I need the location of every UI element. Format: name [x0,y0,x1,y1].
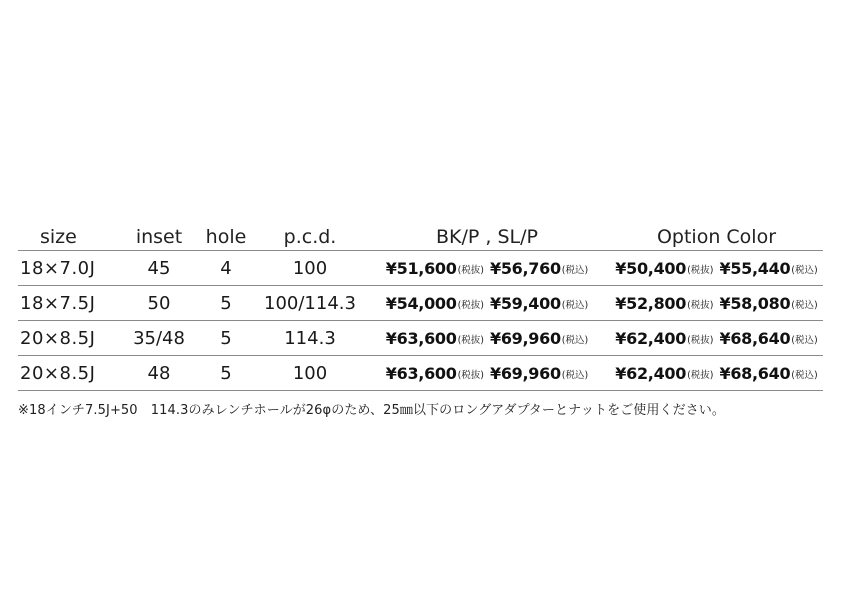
price-excl-tax: ¥52,800 [615,293,687,313]
cell-option-prices [610,286,823,320]
price-excl-tax: ¥54,000 [385,293,457,313]
price-excl-tax: ¥62,400 [615,328,687,348]
tax-incl-label: (税込) [561,335,589,346]
price-incl-tax: ¥68,640 [719,328,791,348]
tax-incl-label: (税込) [561,370,589,381]
cell-hole: 5 [220,327,232,349]
price-excl-tax: ¥63,600 [385,328,457,348]
header-inset: inset [135,226,183,248]
cell-option-prices [610,251,823,285]
tax-incl-label: (税込) [791,265,818,276]
tax-excl-label: (税抜) [687,300,714,311]
tax-excl-label: (税抜) [687,370,714,381]
header-size: size [40,226,77,248]
cell-pcd: 100 [292,362,328,384]
header-pcd: p.c.d. [283,226,337,248]
cell-pcd: 114.3 [284,327,336,349]
cell-inset: 35/48 [133,327,185,349]
price-incl-tax: ¥68,640 [719,363,791,383]
tax-incl-label: (税込) [791,300,818,311]
tax-incl-label: (税込) [791,370,818,381]
tax-excl-label: (税抜) [687,265,714,276]
cell-bk-prices [370,286,604,320]
header-bk-sl: BK/P , SL/P [436,226,538,248]
table-row [18,251,823,286]
cell-bk-prices [370,321,604,355]
cell-pcd: 100 [292,257,328,279]
cell-inset: 48 [147,362,171,384]
wheel-spec-table [18,224,823,391]
cell-hole: 5 [220,362,232,384]
cell-option-prices [610,356,823,390]
cell-size: 20×8.5J [20,362,96,384]
tax-incl-label: (税込) [561,265,589,276]
cell-option-prices [610,321,823,355]
cell-pcd: 100/114.3 [264,292,356,314]
table-row [18,321,823,356]
price-excl-tax: ¥63,600 [385,363,457,383]
tax-excl-label: (税抜) [687,335,714,346]
price-excl-tax: ¥50,400 [615,258,687,278]
cell-size: 18×7.0J [20,257,96,279]
tax-excl-label: (税抜) [457,370,484,381]
price-incl-tax: ¥55,440 [719,258,791,278]
cell-hole: 4 [220,257,232,279]
table-header-row [18,224,823,251]
header-option-color: Option Color [656,226,777,248]
cell-inset: 50 [147,292,171,314]
header-hole: hole [205,226,247,248]
cell-size: 18×7.5J [20,292,96,314]
price-excl-tax: ¥62,400 [615,363,687,383]
tax-incl-label: (税込) [561,300,589,311]
cell-hole: 5 [220,292,232,314]
tax-excl-label: (税抜) [457,335,484,346]
tax-excl-label: (税抜) [457,300,484,311]
price-incl-tax: ¥58,080 [719,293,791,313]
cell-bk-prices [370,251,604,285]
tax-excl-label: (税抜) [457,265,484,276]
price-incl-tax: ¥56,760 [490,258,561,278]
table-row [18,286,823,321]
price-excl-tax: ¥51,600 [385,258,457,278]
price-incl-tax: ¥59,400 [490,293,561,313]
price-incl-tax: ¥69,960 [490,363,561,383]
cell-size: 20×8.5J [20,327,96,349]
cell-inset: 45 [147,257,171,279]
tax-incl-label: (税込) [791,335,818,346]
cell-bk-prices [370,356,604,390]
price-incl-tax: ¥69,960 [490,328,561,348]
footnote: ※18インチ7.5J+50 114.3のみレンチホールが26φのため、25㎜以下のロングアダプターとナットをご使用ください。 [18,403,726,418]
table-row [18,356,823,391]
